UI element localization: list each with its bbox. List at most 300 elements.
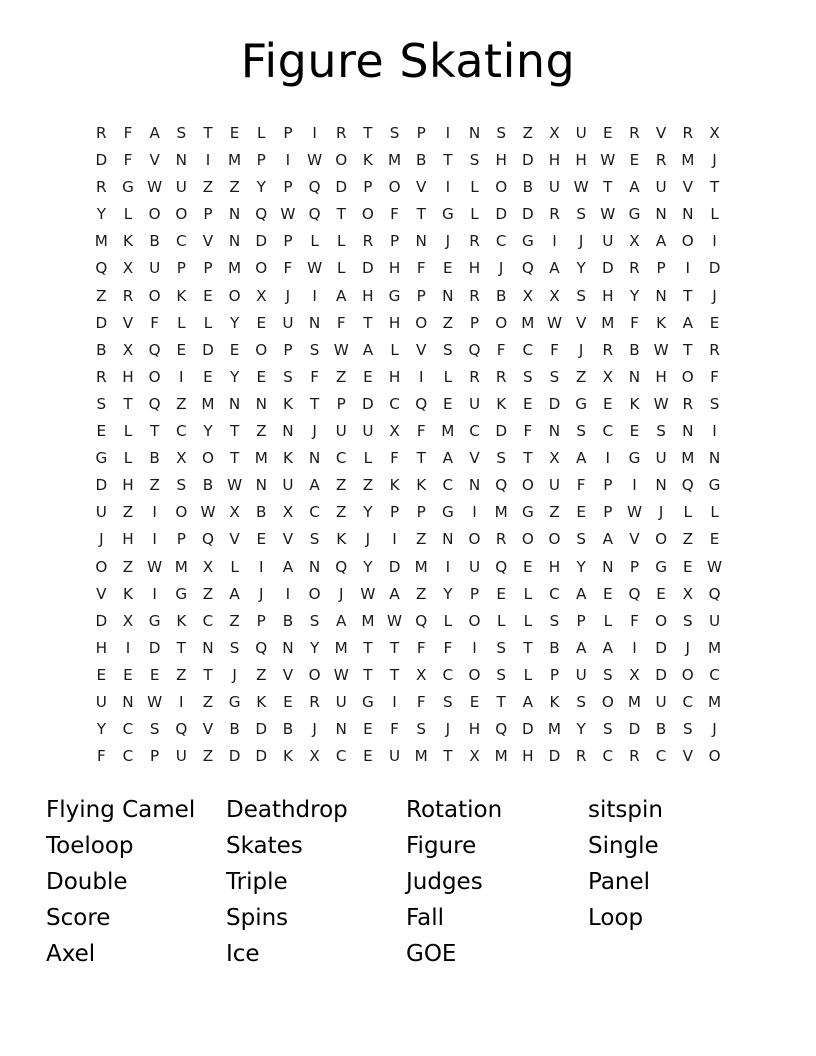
letter-cell[interactable]: T [309,394,320,413]
letter-cell[interactable]: D [521,151,534,170]
word-list-item[interactable]: Loop [588,905,644,932]
letter-cell[interactable]: T [363,665,373,684]
letter-cell[interactable]: H [388,313,401,332]
letter-cell[interactable]: I [445,178,451,197]
letter-cell[interactable]: E [96,665,107,684]
letter-cell[interactable]: P [576,611,586,630]
word-list-item[interactable]: Ice [226,941,260,968]
letter-cell[interactable]: F [710,367,719,386]
letter-cell[interactable]: L [523,665,533,684]
letter-cell[interactable]: O [681,232,694,251]
letter-cell[interactable]: D [521,720,534,739]
letter-cell[interactable]: Z [442,313,454,332]
letter-cell[interactable]: A [602,530,613,549]
letter-cell[interactable]: M [494,503,508,522]
letter-cell[interactable]: N [655,476,667,495]
letter-cell[interactable]: O [681,665,694,684]
letter-cell[interactable]: N [655,205,667,224]
letter-cell[interactable]: M [387,151,402,170]
letter-cell[interactable]: D [362,259,374,278]
letter-cell[interactable]: R [96,178,107,197]
letter-cell[interactable]: F [390,720,399,739]
letter-cell[interactable]: S [523,367,533,386]
letter-cell[interactable]: X [389,422,400,441]
letter-cell[interactable]: M [174,557,188,576]
letter-cell[interactable]: P [469,584,480,603]
letter-cell[interactable]: S [576,530,586,549]
letter-cell[interactable]: K [496,394,507,413]
letter-cell[interactable]: T [416,449,426,468]
letter-cell[interactable]: W [707,557,723,576]
letter-cell[interactable]: N [228,394,241,413]
letter-cell[interactable]: N [708,449,721,468]
letter-cell[interactable]: P [603,476,613,495]
letter-cell[interactable]: E [443,394,453,413]
letter-cell[interactable]: I [552,232,557,251]
letter-cell[interactable]: C [122,720,134,739]
letter-cell[interactable]: I [472,503,477,522]
letter-cell[interactable]: V [122,313,134,332]
letter-cell[interactable]: L [337,259,346,278]
letter-cell[interactable]: E [229,124,240,142]
word-list-item[interactable]: Skates [226,833,303,860]
letter-cell[interactable]: G [228,692,241,711]
letter-cell[interactable]: A [362,340,374,359]
letter-cell[interactable]: G [148,611,161,630]
letter-cell[interactable]: T [336,205,346,224]
letter-cell[interactable]: A [522,692,534,711]
letter-cell[interactable]: B [149,449,160,468]
letter-cell[interactable]: J [712,286,717,305]
letter-cell[interactable]: F [416,692,426,711]
letter-cell[interactable]: F [390,449,399,468]
letter-cell[interactable]: A [602,638,613,657]
letter-cell[interactable]: M [601,313,615,332]
letter-cell[interactable]: H [122,476,134,495]
word-list-item[interactable]: Score [46,905,111,932]
letter-cell[interactable]: S [549,367,560,386]
letter-cell[interactable]: C [389,394,400,413]
letter-cell[interactable]: C [442,476,454,495]
letter-cell[interactable]: E [149,665,160,684]
letter-cell[interactable]: M [441,422,455,441]
letter-cell[interactable]: P [283,232,293,251]
letter-cell[interactable]: Q [95,259,108,278]
letter-cell[interactable]: R [469,232,480,251]
letter-cell[interactable]: T [363,638,373,657]
letter-cell[interactable]: N [682,422,694,441]
letter-cell[interactable]: M [547,720,562,739]
letter-cell[interactable]: B [282,720,294,739]
letter-cell[interactable]: K [416,476,427,495]
letter-cell[interactable]: X [229,503,240,522]
letter-cell[interactable]: X [122,611,134,630]
letter-cell[interactable]: K [336,530,347,549]
letter-cell[interactable]: Q [415,611,428,630]
letter-cell[interactable]: Z [522,124,534,142]
letter-cell[interactable]: D [548,394,561,413]
letter-cell[interactable]: A [575,584,587,603]
letter-cell[interactable]: Z [416,530,427,549]
letter-cell[interactable]: E [96,422,107,441]
letter-cell[interactable]: Z [575,367,587,386]
letter-cell[interactable]: E [229,340,240,359]
letter-cell[interactable]: E [443,259,453,278]
letter-cell[interactable]: J [712,151,717,170]
letter-cell[interactable]: F [96,747,106,766]
letter-cell[interactable]: O [255,340,268,359]
letter-cell[interactable]: M [681,151,695,170]
letter-cell[interactable]: B [202,476,214,495]
letter-cell[interactable]: V [96,584,107,603]
letter-cell[interactable]: S [549,611,560,630]
letter-cell[interactable]: I [179,367,184,386]
letter-cell[interactable]: B [549,638,560,657]
letter-cell[interactable]: A [629,178,640,197]
letter-cell[interactable]: D [495,205,508,224]
word-list-item[interactable]: Double [46,869,128,896]
letter-cell[interactable]: I [472,638,477,657]
letter-cell[interactable]: M [94,232,108,251]
letter-cell[interactable]: K [282,449,293,468]
letter-cell[interactable]: L [443,367,453,386]
letter-cell[interactable]: A [336,286,347,305]
letter-cell[interactable]: Y [576,557,586,576]
letter-cell[interactable]: Q [495,557,508,576]
letter-cell[interactable]: K [549,692,560,711]
letter-cell[interactable]: F [496,340,506,359]
letter-cell[interactable]: S [149,720,160,739]
letter-cell[interactable]: L [257,124,266,142]
letter-cell[interactable]: L [496,611,506,630]
letter-cell[interactable]: S [682,720,693,739]
letter-cell[interactable]: E [256,313,267,332]
word-list-item[interactable]: sitspin [588,797,663,824]
letter-cell[interactable]: H [655,367,667,386]
letter-cell[interactable]: E [469,692,480,711]
letter-cell[interactable]: U [548,476,561,495]
letter-cell[interactable]: N [442,286,454,305]
letter-cell[interactable]: S [96,394,107,413]
letter-cell[interactable]: O [468,611,481,630]
letter-cell[interactable]: F [123,124,133,142]
letter-cell[interactable]: G [655,557,667,576]
letter-cell[interactable]: F [523,422,533,441]
letter-cell[interactable]: H [388,367,401,386]
letter-cell[interactable]: I [152,503,157,522]
letter-cell[interactable]: V [655,124,667,142]
letter-cell[interactable]: Z [122,503,134,522]
letter-cell[interactable]: D [388,557,401,576]
letter-cell[interactable]: I [392,692,397,711]
letter-cell[interactable]: N [655,286,667,305]
letter-cell[interactable]: H [468,259,481,278]
letter-cell[interactable]: W [200,503,216,522]
letter-cell[interactable]: O [521,530,534,549]
letter-cell[interactable]: F [390,205,399,224]
letter-cell[interactable]: Z [549,503,560,522]
letter-cell[interactable]: R [682,394,694,413]
letter-cell[interactable]: S [443,692,453,711]
letter-cell[interactable]: I [605,449,611,468]
letter-cell[interactable]: K [389,476,400,495]
letter-cell[interactable]: C [602,422,614,441]
letter-cell[interactable]: W [573,178,589,197]
letter-cell[interactable]: D [228,747,241,766]
letter-cell[interactable]: A [229,584,240,603]
letter-cell[interactable]: P [416,286,426,305]
letter-cell[interactable]: L [177,313,186,332]
letter-cell[interactable]: C [709,665,720,684]
letter-cell[interactable]: Y [576,720,586,739]
letter-cell[interactable]: A [682,313,693,332]
letter-cell[interactable]: X [549,449,560,468]
letter-cell[interactable]: E [656,584,666,603]
letter-cell[interactable]: D [362,394,374,413]
letter-cell[interactable]: G [441,205,454,224]
letter-cell[interactable]: N [202,638,214,657]
letter-cell[interactable]: C [602,747,614,766]
letter-cell[interactable]: Z [336,367,347,386]
letter-cell[interactable]: A [309,476,320,495]
letter-cell[interactable]: R [682,124,694,142]
letter-cell[interactable]: H [548,151,561,170]
letter-cell[interactable]: M [228,259,242,278]
letter-cell[interactable]: S [682,611,693,630]
letter-cell[interactable]: G [521,503,534,522]
letter-cell[interactable]: E [523,557,533,576]
letter-cell[interactable]: Y [576,259,586,278]
letter-cell[interactable]: Q [495,720,508,739]
word-list-item[interactable]: Toeloop [46,833,134,860]
letter-cell[interactable]: F [630,611,639,630]
letter-cell[interactable]: X [256,286,267,305]
letter-cell[interactable]: E [256,530,267,549]
letter-cell[interactable]: I [685,259,690,278]
letter-cell[interactable]: M [707,638,722,657]
letter-cell[interactable]: Q [308,178,321,197]
letter-cell[interactable]: B [629,340,640,359]
letter-cell[interactable]: V [575,313,587,332]
letter-cell[interactable]: Q [308,205,321,224]
letter-cell[interactable]: C [522,340,534,359]
letter-cell[interactable]: T [523,638,533,657]
letter-cell[interactable]: T [523,449,533,468]
letter-cell[interactable]: O [495,313,508,332]
letter-cell[interactable]: N [255,394,267,413]
letter-cell[interactable]: P [363,178,373,197]
letter-cell[interactable]: T [363,313,373,332]
letter-cell[interactable]: Q [148,394,161,413]
letter-cell[interactable]: X [549,286,560,305]
letter-cell[interactable]: S [309,611,320,630]
letter-cell[interactable]: J [712,720,717,739]
letter-cell[interactable]: J [578,232,584,251]
letter-cell[interactable]: M [361,611,375,630]
letter-cell[interactable]: N [442,530,454,549]
letter-cell[interactable]: R [495,530,507,549]
letter-cell[interactable]: M [521,313,535,332]
letter-cell[interactable]: N [468,124,481,142]
letter-cell[interactable]: O [95,557,108,576]
letter-cell[interactable]: S [602,665,613,684]
letter-cell[interactable]: G [628,449,641,468]
letter-cell[interactable]: G [95,449,108,468]
letter-cell[interactable]: S [416,720,427,739]
word-list-item[interactable]: Deathdrop [226,797,348,824]
letter-cell[interactable]: N [308,449,321,468]
letter-cell[interactable]: U [708,611,721,630]
letter-cell[interactable]: V [416,178,427,197]
letter-cell[interactable]: S [309,530,320,549]
letter-cell[interactable]: W [333,340,349,359]
letter-cell[interactable]: C [442,665,454,684]
letter-cell[interactable]: U [282,313,294,332]
letter-cell[interactable]: K [656,313,667,332]
letter-cell[interactable]: R [575,747,587,766]
letter-cell[interactable]: N [228,205,241,224]
letter-cell[interactable]: U [655,178,667,197]
letter-cell[interactable]: O [308,584,321,603]
letter-cell[interactable]: H [362,286,374,305]
letter-cell[interactable]: W [546,313,562,332]
letter-cell[interactable]: E [682,557,693,576]
letter-cell[interactable]: Z [336,476,347,495]
letter-cell[interactable]: C [335,449,347,468]
letter-cell[interactable]: Z [149,476,160,495]
letter-cell[interactable]: N [282,422,294,441]
letter-cell[interactable]: E [709,530,720,549]
letter-cell[interactable]: O [228,286,241,305]
letter-cell[interactable]: U [468,557,481,576]
word-list-item[interactable]: Judges [406,869,483,896]
letter-cell[interactable]: F [576,476,586,495]
letter-cell[interactable]: K [176,611,187,630]
letter-cell[interactable]: C [335,747,347,766]
letter-cell[interactable]: J [285,286,291,305]
letter-cell[interactable]: O [361,205,374,224]
letter-cell[interactable]: F [416,422,426,441]
letter-cell[interactable]: S [576,286,586,305]
letter-cell[interactable]: N [122,692,134,711]
letter-cell[interactable]: F [416,259,426,278]
letter-cell[interactable]: U [149,259,161,278]
letter-cell[interactable]: N [282,638,294,657]
letter-cell[interactable]: F [550,340,559,359]
letter-cell[interactable]: T [443,747,453,766]
letter-cell[interactable]: N [228,232,241,251]
letter-cell[interactable]: V [469,449,480,468]
letter-cell[interactable]: L [203,313,213,332]
letter-cell[interactable]: Q [708,584,721,603]
letter-cell[interactable]: V [202,232,214,251]
letter-cell[interactable]: N [175,151,187,170]
letter-cell[interactable]: O [521,476,534,495]
letter-cell[interactable]: U [655,692,667,711]
word-list-item[interactable]: Triple [226,869,288,896]
letter-cell[interactable]: K [629,394,640,413]
letter-cell[interactable]: X [549,124,560,142]
letter-cell[interactable]: C [175,232,187,251]
letter-cell[interactable]: I [285,151,291,170]
word-list-item[interactable]: Panel [588,869,651,896]
letter-cell[interactable]: T [709,178,720,197]
letter-cell[interactable]: L [123,449,133,468]
letter-cell[interactable]: U [468,394,481,413]
letter-cell[interactable]: X [629,665,640,684]
letter-cell[interactable]: I [312,286,317,305]
letter-cell[interactable]: D [255,232,268,251]
word-list-item[interactable]: Flying Camel [46,797,196,824]
letter-cell[interactable]: C [469,422,480,441]
letter-cell[interactable]: R [122,286,134,305]
letter-cell[interactable]: S [602,720,613,739]
letter-cell[interactable]: E [203,367,213,386]
letter-cell[interactable]: J [445,232,451,251]
letter-cell[interactable]: C [549,584,560,603]
letter-cell[interactable]: A [336,611,347,630]
letter-cell[interactable]: J [312,720,317,739]
letter-cell[interactable]: F [283,259,293,278]
letter-cell[interactable]: I [152,584,157,603]
letter-cell[interactable]: P [416,503,426,522]
letter-cell[interactable]: E [256,367,267,386]
letter-cell[interactable]: D [708,259,721,278]
word-list-item[interactable]: GOE [406,941,457,968]
letter-cell[interactable]: Q [628,584,641,603]
letter-cell[interactable]: L [337,232,346,251]
letter-cell[interactable]: R [469,286,480,305]
letter-cell[interactable]: X [602,367,613,386]
letter-cell[interactable]: B [522,178,534,197]
letter-cell[interactable]: D [335,178,348,197]
letter-cell[interactable]: W [626,503,642,522]
letter-cell[interactable]: D [148,638,161,657]
letter-cell[interactable]: R [549,205,560,224]
letter-cell[interactable]: N [255,476,267,495]
letter-cell[interactable]: T [123,394,133,413]
letter-cell[interactable]: D [548,747,561,766]
letter-cell[interactable]: B [282,611,294,630]
letter-cell[interactable]: C [682,692,694,711]
letter-cell[interactable]: H [468,720,481,739]
letter-cell[interactable]: Y [96,205,106,224]
letter-cell[interactable]: U [655,449,667,468]
letter-cell[interactable]: G [122,178,134,197]
letter-cell[interactable]: P [629,557,640,576]
letter-cell[interactable]: H [388,259,401,278]
letter-cell[interactable]: O [655,611,668,630]
letter-cell[interactable]: I [445,557,451,576]
letter-cell[interactable]: Q [335,557,348,576]
letter-cell[interactable]: I [445,124,451,142]
letter-cell[interactable]: S [283,367,293,386]
letter-cell[interactable]: W [307,259,323,278]
letter-cell[interactable]: J [445,720,451,739]
letter-cell[interactable]: Y [443,584,453,603]
letter-cell[interactable]: Z [416,584,427,603]
letter-cell[interactable]: Q [521,259,534,278]
letter-cell[interactable]: P [336,394,346,413]
letter-cell[interactable]: A [149,124,160,142]
letter-cell[interactable]: O [308,665,321,684]
letter-cell[interactable]: O [548,530,561,549]
letter-cell[interactable]: Q [468,340,481,359]
letter-cell[interactable]: S [176,124,187,142]
letter-cell[interactable]: L [523,611,533,630]
letter-cell[interactable]: H [122,530,134,549]
letter-cell[interactable]: Y [256,178,266,197]
